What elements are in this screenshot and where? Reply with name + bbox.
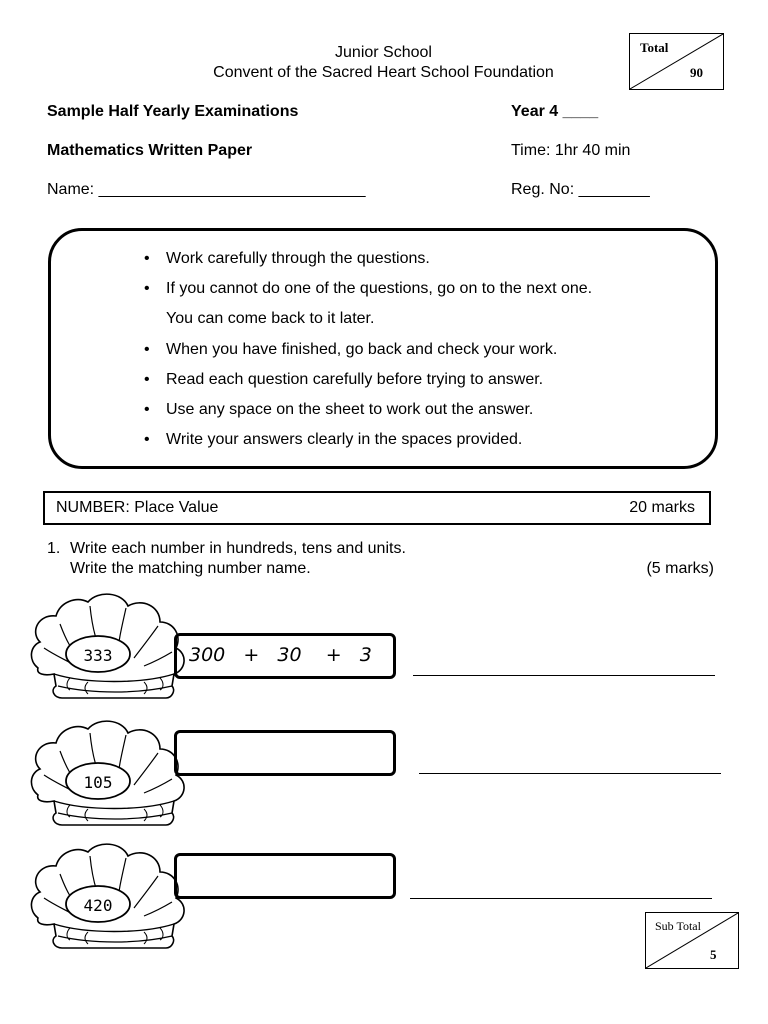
bullet-icon: • xyxy=(144,371,150,388)
reg-number-field[interactable]: Reg. No: ________ xyxy=(511,181,650,198)
bullet-icon: • xyxy=(144,250,150,267)
exam-time: Time: 1hr 40 min xyxy=(511,142,631,159)
number-name-answer-line[interactable] xyxy=(413,675,715,676)
question-instruction-1: Write each number in hundreds, tens and units. xyxy=(70,540,406,557)
expansion-answer-box[interactable] xyxy=(174,730,396,776)
bullet-icon: • xyxy=(144,280,150,297)
shell-number: 333 xyxy=(83,646,113,665)
number-name-answer-line[interactable] xyxy=(419,773,721,774)
shell-number-card xyxy=(26,590,190,702)
instruction-item: • If you cannot do one of the questions, go on to the next one. xyxy=(144,280,593,297)
section-header xyxy=(43,491,711,525)
shell-number: 105 xyxy=(83,773,113,792)
school-foundation: Convent of the Sacred Heart School Foundation xyxy=(213,64,554,81)
section-title: NUMBER: Place Value xyxy=(56,499,219,516)
subtotal-value: 5 xyxy=(710,947,717,962)
exam-title: Sample Half Yearly Examinations xyxy=(47,103,299,120)
question-number: 1. xyxy=(47,540,61,557)
question-marks: (5 marks) xyxy=(646,560,714,577)
instruction-item-continued: You can come back to it later. xyxy=(166,310,375,327)
number-name-answer-line[interactable] xyxy=(410,898,712,899)
instruction-item: • Use any space on the sheet to work out the answer. xyxy=(144,401,534,418)
expansion-answer-box[interactable] xyxy=(174,853,396,899)
section-marks: 20 marks xyxy=(629,499,695,516)
instruction-item: • Read each question carefully before trying to answer. xyxy=(144,371,544,388)
bullet-icon: • xyxy=(144,401,150,418)
shell-number-card xyxy=(26,717,190,829)
instruction-item: • When you have finished, go back and check your work. xyxy=(144,341,558,358)
year-field[interactable]: Year 4 ____ xyxy=(511,103,599,120)
name-field[interactable]: Name: ______________________________ xyxy=(47,181,366,198)
expansion-answer-box[interactable] xyxy=(174,633,396,679)
paper-subject: Mathematics Written Paper xyxy=(47,142,253,159)
total-label: Total xyxy=(640,40,669,55)
subtotal-label: Sub Total xyxy=(655,919,701,933)
instruction-item: • Work carefully through the questions. xyxy=(144,250,430,267)
bullet-icon: • xyxy=(144,341,150,358)
expansion-text: 300 + 30 + 3 xyxy=(189,644,372,666)
shell-number: 420 xyxy=(83,896,113,915)
shell-number-card xyxy=(26,840,190,952)
instruction-item: • Write your answers clearly in the spaces provided. xyxy=(144,431,523,448)
question-instruction-2: Write the matching number name. xyxy=(70,560,311,577)
school-name: Junior School xyxy=(335,44,432,61)
subtotal-box xyxy=(645,912,739,969)
bullet-icon: • xyxy=(144,431,150,448)
instructions-box xyxy=(48,228,718,469)
total-value: 90 xyxy=(690,65,703,80)
total-marks-box xyxy=(629,33,724,90)
